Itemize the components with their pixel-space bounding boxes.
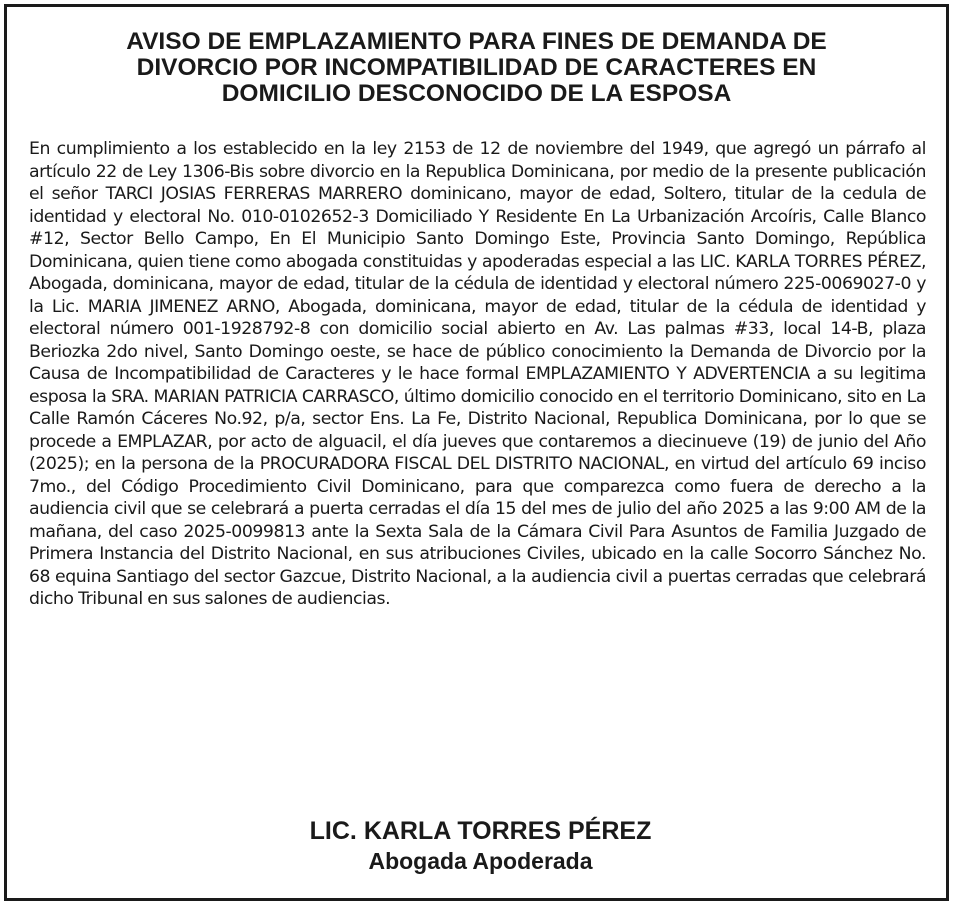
- signature-name: LIC. KARLA TORRES PÉREZ: [309, 817, 652, 845]
- notice-title-line-1: AVISO DE EMPLAZAMIENTO PARA FINES DE DEMANDA DE: [126, 28, 827, 55]
- notice-title-line-2: DIVORCIO POR INCOMPATIBILIDAD DE CARACTERES EN: [136, 54, 817, 81]
- notice-body: En cumplimiento a los establecido en la ley 2153 de 12 de noviembre del 1949, que agregó un párrafo al artículo 22 de Ley 1306-Bis sobre divorcio en la Republica Dominicana, por medio de la presente publicación el señor TARCI JOSIAS FERRERAS MARRERO dominicano, mayor de edad, Soltero, titular de la cedula de identidad y electoral No. 010-0102652-3 Domiciliado Y Residente En La Urbanización Arcoíris, Calle Blanco #12, Sector Bello Campo, En El Municipio Santo Domingo Este, Provincia Santo Domingo, República Dominicana, quien tiene como abogada constituidas y apoderadas especial a las LIC. KARLA TORRES PÉREZ, Abogada, dominicana, mayor de edad, titular de la cédula de identidad y electoral número 225-0069027-0 y la Lic. MARIA JIMENEZ ARNO, Abogada, dominicana, mayor de edad, titular de la cédula de identidad y electoral número 001-1928792-8 con domicilio social abierto en Av. Las palmas #33, local 14-B, plaza Beriozka 2do nivel, Santo Domingo oeste, se hace de público conocimiento la Demanda de Divorcio por la Causa de Incompatibilidad de Caracteres y le hace formal EMPLAZAMIENTO Y ADVERTENCIA a su legitima esposa la SRA. MARIAN PATRICIA CARRASCO, último domicilio conocido en el territorio Dominicano, sito en La Calle Ramón Cáceres No.92, p/a, sector Ens. La Fe, Distrito Nacional, Republica Dominicana, por lo que se procede a EMPLAZAR, por acto de alguacil, el día jueves que contaremos a diecinueve (19) de junio del Año (2025); en la persona de la PROCURADORA FISCAL DEL DISTRITO NACIONAL, en virtud del artículo 69 inciso 7mo., del Código Procedimiento Civil Dominicano, para que comparezca como fuera de derecho a la audiencia civil que se celebrará a puerta cerradas el día 15 del mes de julio del año 2025 a las 9:00 AM de la mañana, del caso 2025-0099813 ante la Sexta Sala de la Cámara Civil Para Asuntos de Familia Juzgado de Primera Instancia del Distrito Nacional, en sus atribuciones Civiles, ubicado en la calle Socorro Sánchez No. 68 equina Santiago del sector Gazcue, Distrito Nacional, a la audiencia civil a puertas cerradas que celebrará dicho Tribunal en sus salones de audiencias.: [29, 139, 926, 609]
- signature-block: [7, 816, 953, 875]
- notice-title: [47, 29, 906, 107]
- notice-title-line-3: DOMICILIO DESCONOCIDO DE LA ESPOSA: [221, 80, 732, 107]
- signature-role: Abogada Apoderada: [368, 848, 593, 874]
- notice-frame: [4, 4, 949, 901]
